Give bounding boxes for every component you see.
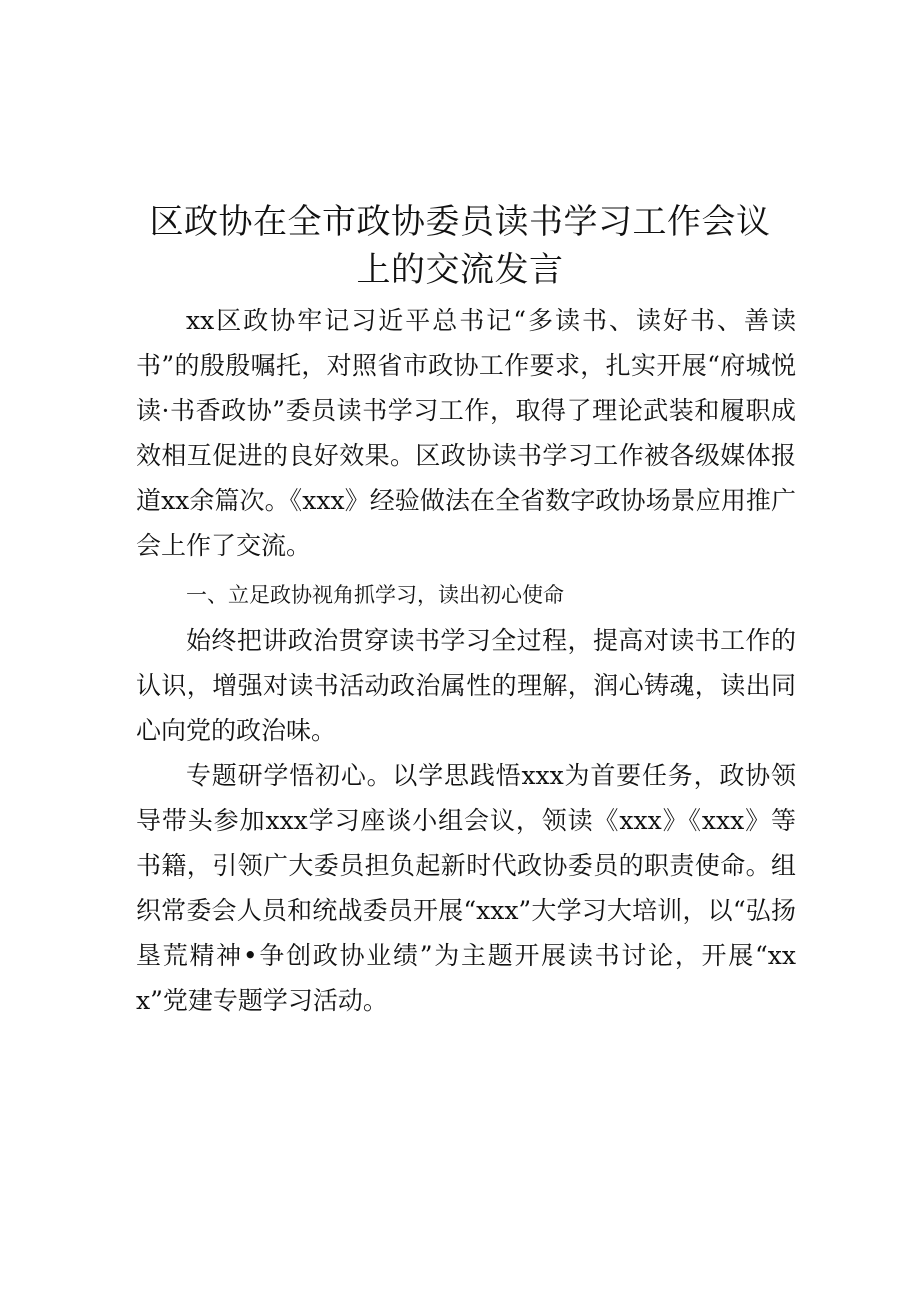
section1-paragraph-1: 始终把讲政治贯穿读书学习全过程，提高对读书工作的认识，增强对读书活动政治属性的理解，润心铸魂，读出同心向党的政治味。	[136, 626, 796, 745]
title-line-2: 上的交流发言	[356, 250, 564, 290]
intro-paragraph: xx区政协牢记习近平总书记“多读书、读好书、善读书”的殷殷嘱托，对照省市政协工作要求，扎实开展“府城悦读·书香政协”委员读书学习工作，取得了理论武装和履职成效相互促进的良好效果。区政协读书学习工作被各级媒体报道xx余篇次。《xxx》经验做法在全省数字政协场景应用推广会上作了交流。	[136, 306, 796, 560]
document-title	[0, 198, 920, 294]
section-heading-1: 一、立足政协视角抓学习，读出初心使命	[186, 583, 564, 607]
title-line-1: 区政协在全市政协委员读书学习工作会议	[149, 202, 771, 242]
document-body	[136, 298, 796, 1023]
section1-paragraph-2: 专题研学悟初心。以学思践悟xxx为首要任务，政协领导带头参加xxx学习座谈小组会议，领读《xxx》《xxx》等书籍，引领广大委员担负起新时代政协委员的职责使命。组织常委会人员和统战委员开展“xxx”大学习大培训，以“弘扬垦荒精神•争创政协业绩”为主题开展读书讨论，开展“xxx”党建专题学习活动。	[136, 761, 796, 1015]
